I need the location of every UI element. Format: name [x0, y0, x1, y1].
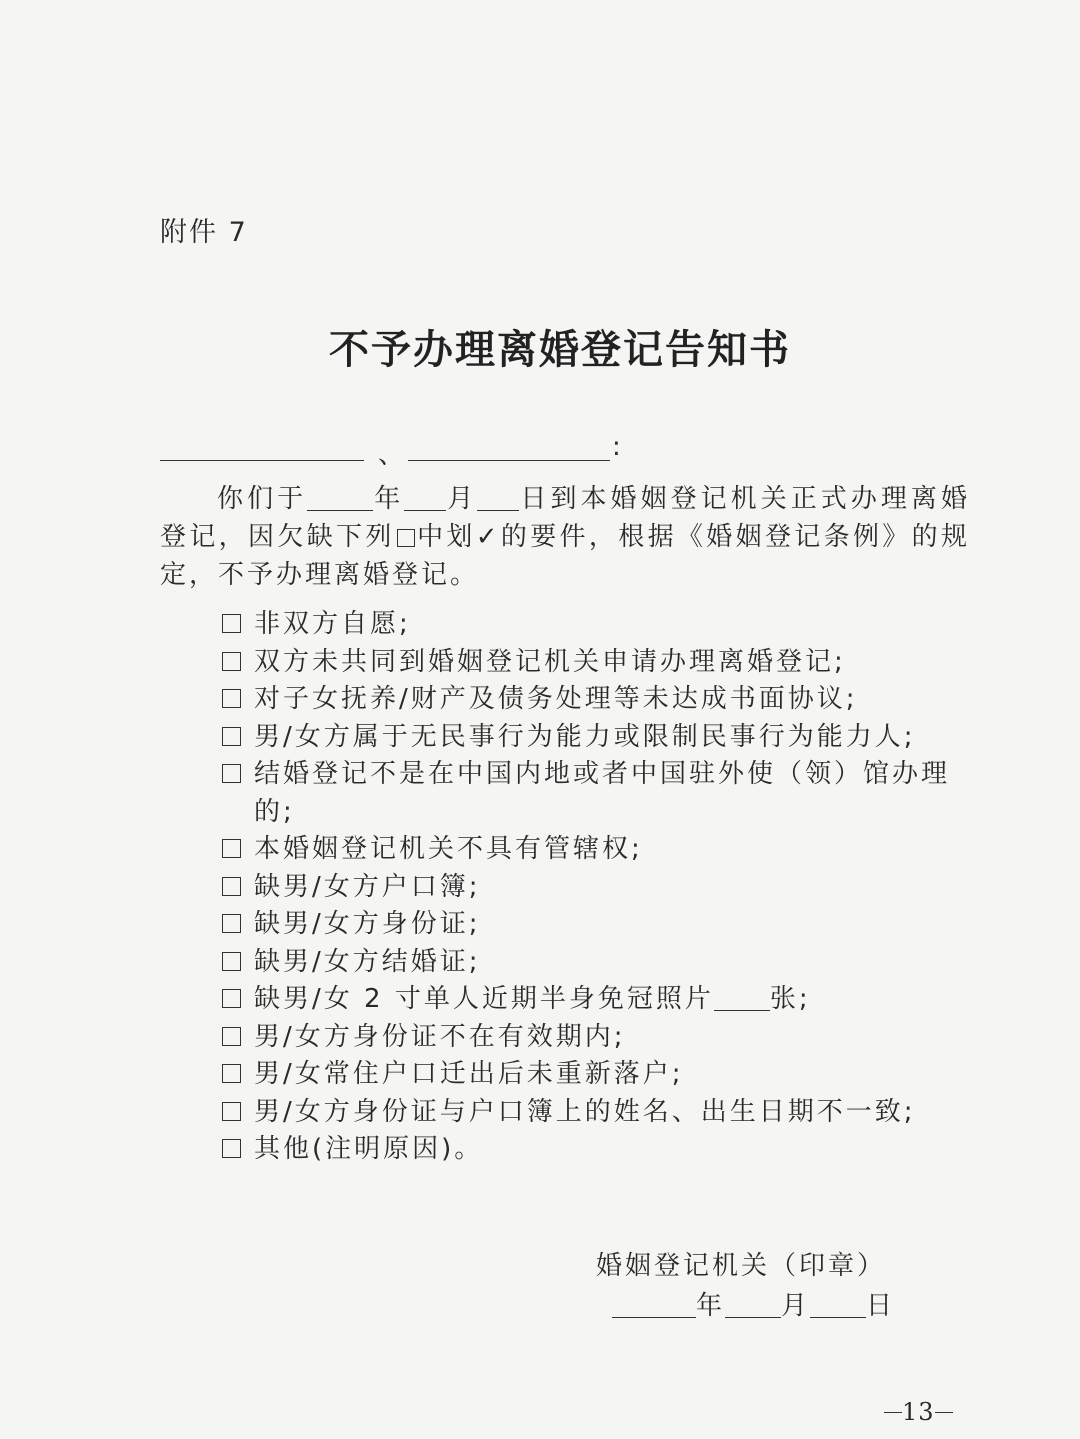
checklist-item[interactable]: 男/女方属于无民事行为能力或限制民事行为能力人;	[220, 719, 980, 757]
notice-paragraph	[160, 480, 970, 594]
photo-count-blank[interactable]	[714, 984, 770, 1011]
checklist-item[interactable]: 非双方自愿;	[220, 606, 980, 644]
addressee-separator: 、	[378, 440, 405, 470]
document-title: 不予办理离婚登记告知书	[329, 326, 791, 373]
issuing-authority: 婚姻登记机关（印章）	[596, 1251, 887, 1281]
party-two-blank[interactable]	[408, 460, 610, 461]
month-blank[interactable]	[404, 484, 446, 511]
sign-month-blank[interactable]	[725, 1291, 781, 1318]
checkbox-icon[interactable]	[222, 689, 241, 708]
party-one-blank[interactable]	[160, 460, 364, 461]
year-blank[interactable]	[307, 484, 373, 511]
checkbox-icon[interactable]	[222, 989, 241, 1008]
year-label: 年	[373, 484, 405, 514]
checkbox-icon[interactable]	[222, 1027, 241, 1046]
checklist-item[interactable]: 对子女抚养/财产及债务处理等未达成书面协议;	[220, 681, 980, 719]
photo-unit: 张;	[769, 984, 811, 1014]
checkbox-icon[interactable]	[222, 727, 241, 746]
page-dash-right	[935, 1412, 953, 1413]
checklist-item[interactable]: 结婚登记不是在中国内地或者中国驻外使（领）馆办理的;	[220, 756, 980, 831]
paragraph-lead: 你们于	[216, 484, 308, 514]
checkbox-icon[interactable]	[222, 914, 241, 933]
checkbox-icon[interactable]	[222, 839, 241, 858]
checkbox-icon[interactable]	[222, 1139, 241, 1158]
checkbox-icon[interactable]	[222, 1064, 241, 1083]
checkbox-icon[interactable]	[222, 1102, 241, 1121]
month-label: 月	[446, 484, 478, 514]
sign-year-blank[interactable]	[612, 1291, 696, 1318]
checkbox-icon[interactable]	[222, 952, 241, 971]
attachment-label: 附件 7	[160, 217, 248, 248]
day-blank[interactable]	[477, 484, 519, 511]
checklist-item[interactable]: 男/女方身份证与户口簿上的姓名、出生日期不一致;	[220, 1094, 980, 1132]
checkbox-icon[interactable]	[222, 614, 241, 633]
checklist-item[interactable]: 本婚姻登记机关不具有管辖权;	[220, 831, 980, 869]
paragraph-middle: 日到本婚姻登记机关正式办理离婚登记，因欠缺下列	[160, 484, 970, 552]
sign-day-blank[interactable]	[810, 1291, 866, 1318]
checkbox-icon[interactable]	[222, 877, 241, 896]
checklist-item[interactable]: 双方未共同到婚姻登记机关申请办理离婚登记;	[220, 644, 980, 682]
checkbox-icon	[397, 529, 415, 547]
checklist-item[interactable]: 男/女常住户口迁出后未重新落户;	[220, 1056, 980, 1094]
checklist-item[interactable]: 男/女方身份证不在有效期内;	[220, 1019, 980, 1057]
checklist-item[interactable]: 缺男/女方身份证;	[220, 906, 980, 944]
signature-date: 年 月 日	[612, 1286, 895, 1326]
page-dash-left	[884, 1412, 902, 1413]
checklist-item[interactable]: 其他(注明原因)。	[220, 1131, 980, 1169]
checkbox-icon[interactable]	[222, 764, 241, 783]
checkbox-icon[interactable]	[222, 652, 241, 671]
reason-checklist	[220, 606, 980, 1169]
checklist-item[interactable]: 缺男/女 2 寸单人近期半身免冠照片 张;	[220, 981, 980, 1019]
page-number: 13	[884, 1398, 953, 1426]
addressee-line	[160, 432, 630, 470]
checklist-item[interactable]: 缺男/女方结婚证;	[220, 944, 980, 982]
checklist-item[interactable]: 缺男/女方户口簿;	[220, 869, 980, 907]
paragraph-tail: 中划✓的要件，根据《婚姻登记条例》的规定，不予办理离婚登记。	[160, 522, 970, 590]
addressee-colon: :	[612, 432, 621, 462]
